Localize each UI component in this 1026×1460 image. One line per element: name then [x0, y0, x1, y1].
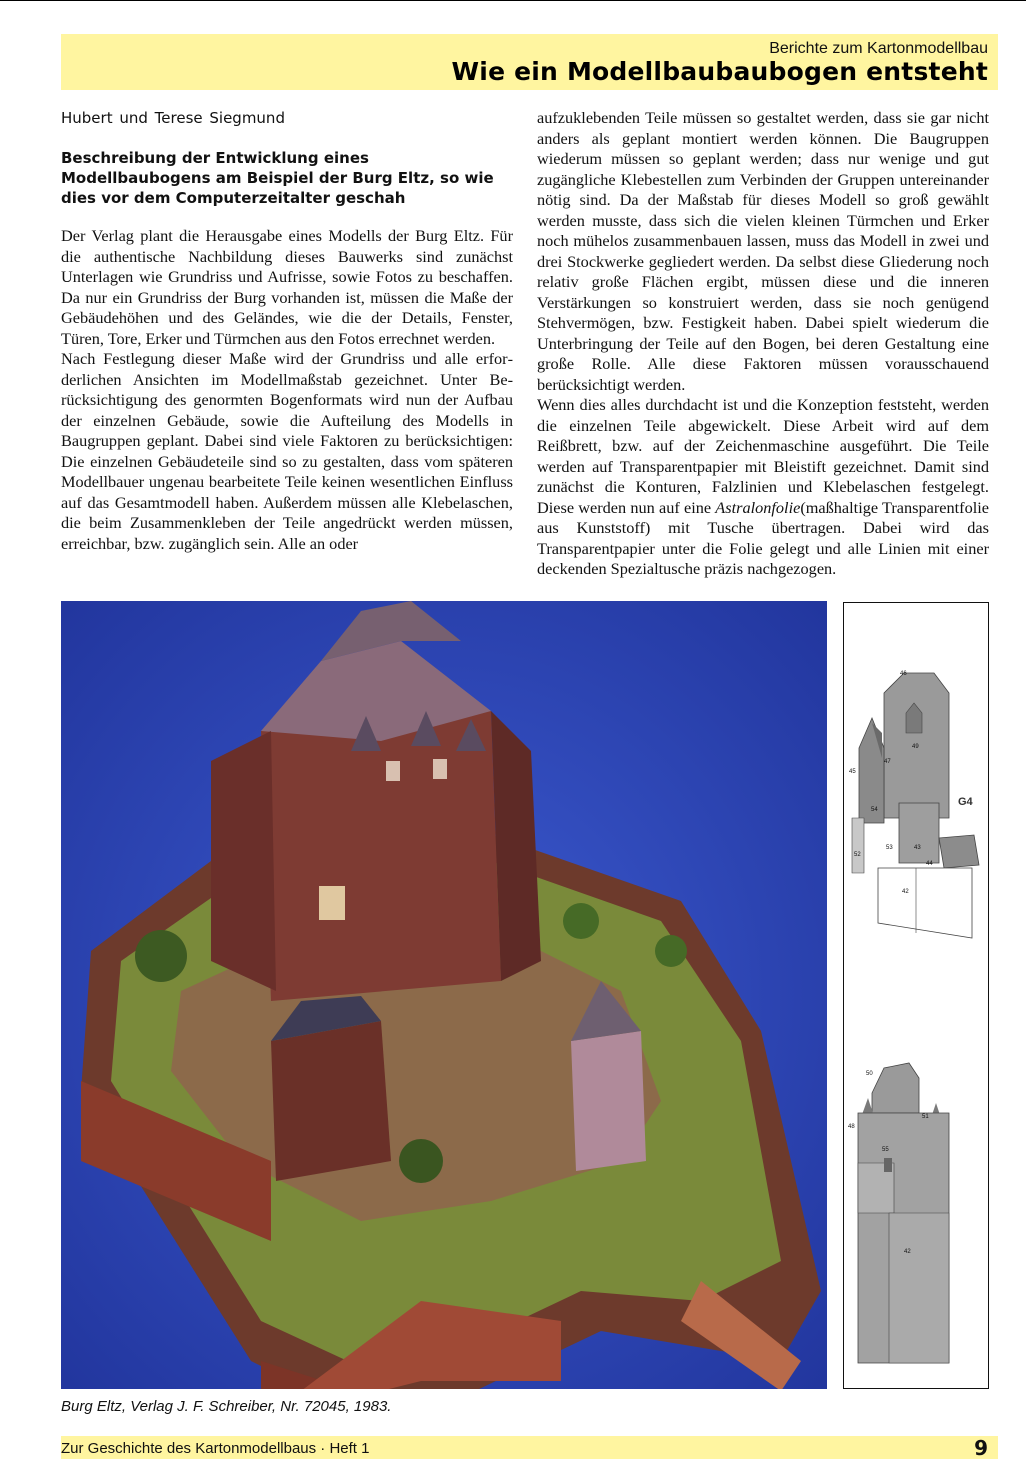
construction-sheet: [843, 602, 989, 1389]
paragraph: [537, 395, 989, 580]
part-number: 52: [854, 852, 861, 858]
article-authors: Hubert und Terese Siegmund: [61, 109, 285, 127]
left-column: [61, 108, 513, 554]
part-number: 43: [914, 845, 921, 851]
text-run: (maßhaltige Transparentfolie aus Kunststoff) mit Tusche übertragen. Dabei wird das Transparentpapier unter die Folie gelegt und alle Linien mit einer deckenden Spezialtusche präzis nachgezogen.: [537, 497, 989, 578]
italic-term: Astralonfolie: [715, 497, 801, 517]
figure-caption: Burg Eltz, Verlag J. F. Schreiber, Nr. 72045, 1983.: [61, 1398, 392, 1415]
upper-component-drawing: [849, 671, 979, 938]
header-band: [61, 34, 998, 90]
castle-model-illustration: [61, 601, 827, 1389]
sheet-group-label: G4: [958, 796, 973, 808]
part-number: 42: [902, 889, 909, 895]
part-number: 45: [849, 769, 856, 775]
part-number: 50: [866, 1071, 873, 1077]
part-number: 53: [886, 845, 893, 851]
right-body-text: [537, 108, 989, 580]
construction-sheet-drawing: [844, 603, 988, 1388]
part-number: 49: [912, 744, 919, 750]
part-number: 47: [884, 759, 891, 765]
part-number: 54: [871, 807, 878, 813]
publication-name: Zur Geschichte des Kartonmodellbaus · Heft 1: [61, 1440, 370, 1457]
top-rule: [0, 0, 1026, 1]
part-number: 51: [922, 1114, 929, 1120]
part-number: 42: [904, 1249, 911, 1255]
part-number: 55: [882, 1147, 889, 1153]
paragraph: Der Verlag plant die Herausgabe eines Modells der Burg Eltz. Für die authentische Nachbildung dieses Bauwerks sind zunächst Unterlagen wie Grundriss und Aufrisse, sowie Fotos zu beschaffen. Da nur ein Grundriss der Burg vorhanden ist, müssen die Maße der Gebäudehöhen und des Geländes, wie die der Details, Fenster, Türen, Tore, Erker und Türmchen aus den Fotos errechnet werden.: [61, 226, 513, 348]
part-number: 46: [900, 671, 907, 677]
part-number: 48: [848, 1124, 855, 1130]
article-lead: Beschreibung der Entwicklung eines Modellbaubogens am Beispiel der Burg Eltz, so wie dies vor dem Computerzeitalter geschah: [61, 149, 494, 207]
paragraph: aufzuklebenden Teile müssen so gestaltet werden, dass sie gar nicht anders als geplant montiert werden können. Die Baugruppen wiederum müssen so geplant werden; dass nur wenige und gut zugängliche Klebestellen zum Verbinden der Gruppen untereinander nötig sind. Da der Maßstab für dieses Modell so groß gewählt werden musste, dass sich die vielen kleinen Türmchen und Erker noch mühelos zusammenbauen lassen, muss das Modell in zwei und drei Stockwerke gegliedert werden. Da selbst diese Gliederung noch relativ große Flächen ergibt, müssen diese und die inneren Verstärkungen so konstruiert werden, dass sie noch genügend Stehvermögen, bzw. Festigkeit haben. Dabei spielt wiederum die Unterbringung der Teile auf den Bogen, bei deren Gestaltung eine große Rolle. Alle diese Faktoren müssen vorausschauend berücksichtigt werden.: [537, 108, 989, 394]
text-run: Wenn dies alles durchdacht ist und die Konzeption feststeht, werden die einzelnen Teile abgewickelt. Diese Arbeit wird auf dem Reißbrett, bzw. auf der Zeichenmaschine ausgeführt. Die Teile werden auf Transparentpapier mit Bleistift gezeichnet. Damit sind zunächst die Konturen, Falzlinien und Klebelaschen festgelegt. Diese werden nun auf eine: [537, 395, 989, 517]
lower-component-drawing: [848, 1063, 949, 1363]
left-body-text: [61, 226, 513, 554]
footer-band: [61, 1436, 998, 1459]
paragraph: Nach Festlegung dieser Maße wird der Grundriss und alle erforderlichen Ansichten im Modellmaßstab gezeichnet. Unter Berücksichtigung des genormten Bogenformats wird nun der Aufbau der einzelnen Gebäude, sowie die Aufteilung des Modells in Baugruppen geplant. Dabei sind viele Faktoren zu berücksichtigen: Die einzelnen Gebäudeteile sind so zu gestalten, dass vom späteren Modellbauer ungenau bearbeitete Teile keinen wesentlichen Einfluss auf das Gesamtmodell haben. Außerdem müssen alle Klebelaschen, die beim Zusammenkleben der Teile angedrückt werden müssen, erreichbar, bzw. zugänglich sein. Alle an oder: [61, 349, 513, 553]
series-kicker: Berichte zum Kartonmodellbau: [769, 40, 988, 57]
article-title: Wie ein Modellbaubaubogen entsteht: [451, 57, 988, 86]
page-number: 9: [974, 1436, 988, 1460]
castle-model-photo: [61, 601, 827, 1389]
part-number: 44: [926, 861, 933, 867]
right-column: [537, 108, 989, 580]
